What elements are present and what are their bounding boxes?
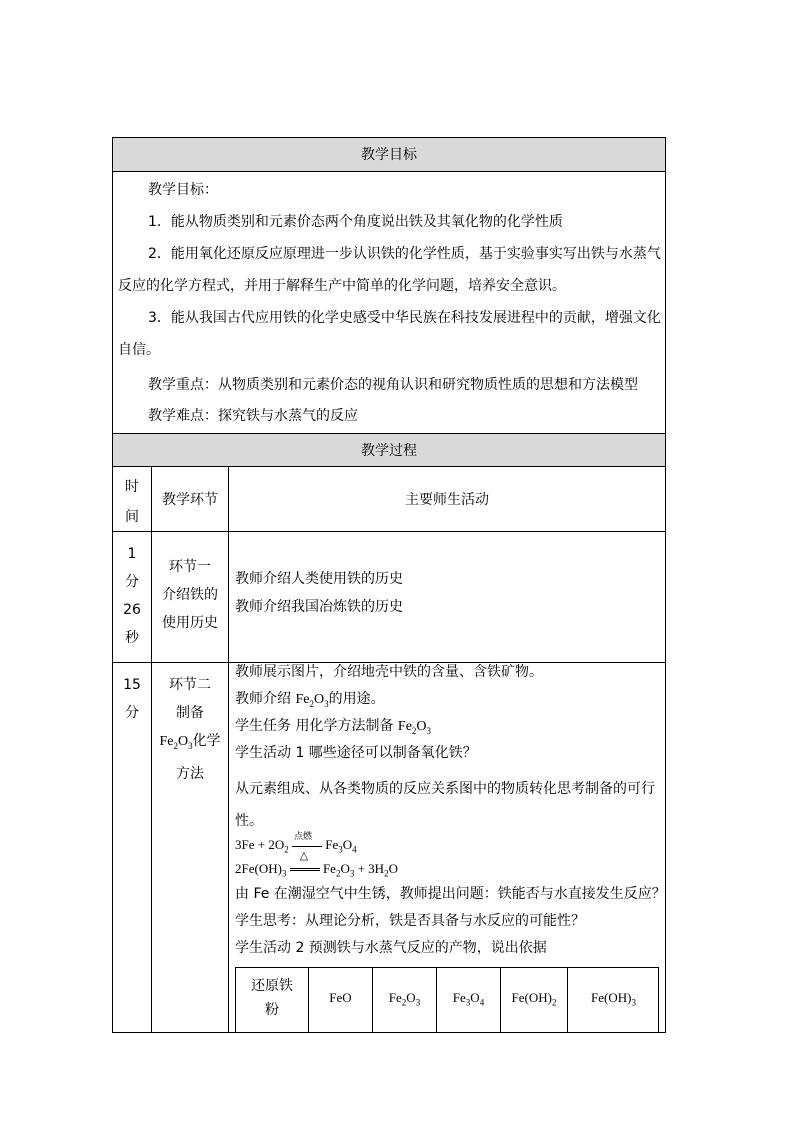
- row-divider-header: [113, 531, 665, 532]
- row2-line-10: 学生思考：从理论分析，铁是否具备与水反应的可能性？: [235, 913, 585, 929]
- row1-activity-1: 教师介绍人类使用铁的历史: [235, 571, 403, 587]
- row2-stage-line: 制备: [176, 705, 204, 721]
- col-header-time-2: 间: [125, 509, 139, 525]
- condition-heat: △: [299, 850, 309, 862]
- row2-line-4: 学生活动 1 哪些途径可以制备氧化铁？: [235, 745, 477, 761]
- section-header-process: 教学过程: [113, 433, 665, 467]
- row1-time-part: 1: [127, 546, 137, 562]
- row2-line-3: 学生任务 用化学方法制备 $Fe_2O_3$: [235, 718, 432, 736]
- row2-line-6: 性。: [235, 813, 263, 829]
- row1-stage-line: 环节一: [169, 559, 211, 575]
- row1-stage-line: 使用历史: [162, 615, 218, 631]
- key-point: 教学重点：从物质类别和元素价态的视角认识和研究物质性质的思想和方法模型: [148, 377, 638, 393]
- prediction-cell-reactant-2: 粉: [265, 1002, 279, 1018]
- row1-time-part: 分: [125, 574, 139, 590]
- row2-time: [113, 671, 151, 727]
- row2-stage-suffix: 化学: [192, 733, 221, 749]
- prediction-table-bottom: [235, 1032, 659, 1033]
- row2-line-11: 学生活动 2 预测铁与水蒸气反应的产物，说出依据: [235, 940, 547, 956]
- row2-line-9: 由 Fe 在潮湿空气中生锈，教师提出问题：铁能否与水直接发生反应？: [235, 886, 666, 902]
- row2-stage-line: 环节二: [169, 677, 211, 693]
- row2-stage-line: 方法: [176, 765, 204, 782]
- goal-2: 2．能用氧化还原反应原理进一步认识铁的化学性质，基于实验事实写出铁与水蒸气反应的化学方程式，并用于解释生产中简单的化学问题，培养安全意识。: [118, 246, 661, 294]
- col-divider-stage: [228, 467, 229, 1033]
- section-header-goals: 教学目标: [113, 138, 665, 172]
- row2-stage: [152, 671, 228, 788]
- row1-time-part: 秒: [125, 630, 139, 646]
- row2-time-part: 15: [123, 677, 141, 693]
- row2-time-part: 分: [125, 705, 139, 721]
- row1-time: [113, 540, 151, 652]
- row2-line-5: 从元素组成、从各类物质的反应关系图中的物质转化思考制备的可行: [235, 781, 655, 797]
- row2-stage-line: $Fe_2O_3$化学: [159, 733, 221, 751]
- prediction-cell-feo: FeO: [329, 990, 352, 1005]
- col-header-time: [113, 475, 151, 529]
- col-header-activity: 主要师生活动: [405, 492, 489, 508]
- col-header-time-1: 时: [125, 479, 139, 495]
- difficulty: 教学难点：探究铁与水蒸气的反应: [148, 408, 358, 424]
- row1-stage-line: 介绍铁的: [162, 587, 218, 603]
- row2-line-2-post: 的用途。: [328, 691, 385, 707]
- row2-line-2-pre: 教师介绍: [235, 691, 291, 707]
- row1-time-part: 26: [123, 602, 141, 618]
- prediction-cell-reactant-1: 还原铁: [251, 978, 293, 994]
- prediction-cell-feoh2: $Fe(OH)_2$: [511, 990, 557, 1008]
- row2-line-1: 教师展示图片，介绍地壳中铁的含量、含铁矿物。: [235, 664, 543, 680]
- equation-1: $3Fe + 2O_2$ 点燃 $Fe_3O_4$: [235, 831, 357, 855]
- prediction-cell-fe3o4: $Fe_3O_4$: [452, 990, 485, 1008]
- prediction-cell-fe2o3: $Fe_2O_3$: [388, 990, 421, 1008]
- row1-activity-2: 教师介绍我国冶炼铁的历史: [235, 599, 403, 615]
- prediction-cell-feoh3: $Fe(OH)_3$: [591, 990, 636, 1008]
- row1-stage: [152, 553, 228, 637]
- equation-2: $2Fe(OH)_3$ △ $Fe_2O_3 + 3H_2O$: [235, 850, 398, 879]
- col-header-stage: 教学环节: [162, 492, 218, 508]
- condition-burn: 点燃: [293, 831, 312, 841]
- goals-intro: 教学目标：: [148, 182, 218, 198]
- goal-1: 1．能从物质类别和元素价态两个角度说出铁及其氧化物的化学性质: [148, 214, 563, 230]
- prediction-cell-reactant: [236, 974, 308, 1022]
- goal-3: 3．能从我国古代应用铁的化学史感受中华民族在科技发展进程中的贡献，增强文化自信。: [118, 310, 661, 358]
- row2-line-3-pre: 学生任务 用化学方法制备: [235, 718, 394, 734]
- row2-line-2: 教师介绍 $Fe_2O_3$的用途。: [235, 691, 385, 709]
